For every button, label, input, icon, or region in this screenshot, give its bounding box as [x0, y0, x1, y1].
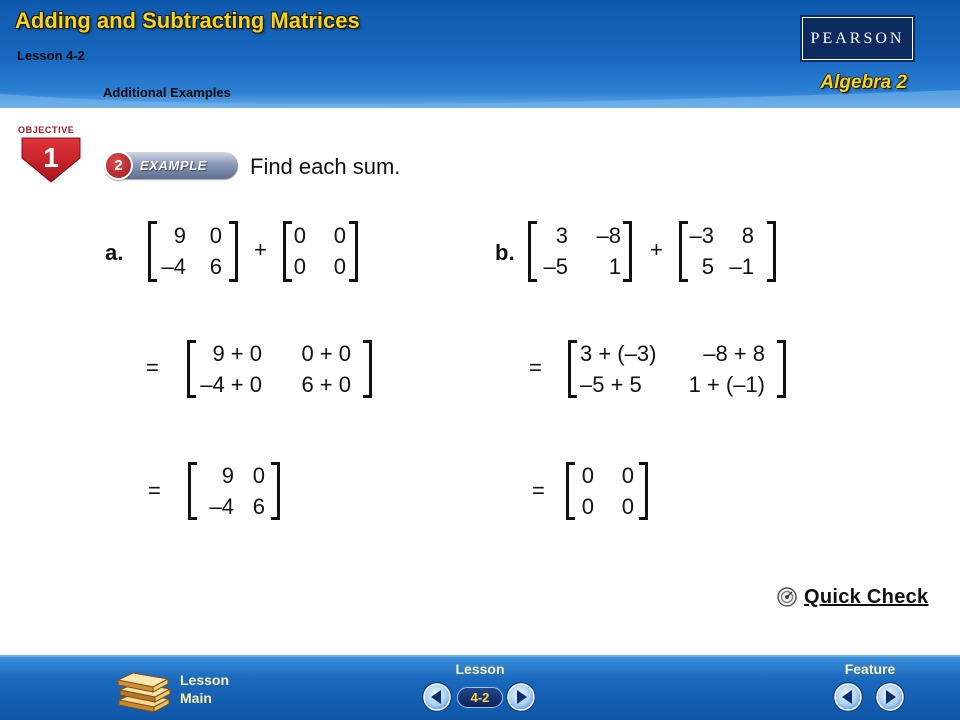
publisher-logo: PEARSON	[800, 15, 915, 62]
matrix-entry: 9	[173, 223, 186, 248]
matrix-entry: 0	[293, 223, 306, 248]
matrix-entry: –3	[689, 223, 714, 248]
quick-check-link[interactable]	[774, 584, 934, 610]
objective-badge-icon	[18, 136, 84, 184]
matrix-entry: –5	[543, 254, 568, 279]
lesson-title: Adding and Subtracting Matrices	[15, 8, 360, 33]
matrix-entry: 0	[581, 493, 594, 519]
lesson-number: Lesson 4-2	[17, 48, 85, 63]
example-number-badge: 2	[104, 151, 133, 180]
right-bracket	[777, 340, 786, 398]
left-arrow-icon	[421, 681, 453, 713]
right-bracket	[271, 462, 280, 520]
matrix-b-sum	[566, 462, 648, 520]
right-bracket	[767, 221, 776, 282]
lesson-main-label-line-2: Main	[180, 690, 212, 706]
objective-label: OBJECTIVE	[18, 125, 75, 135]
lesson-number-pill: 4-2	[457, 687, 503, 708]
left-bracket	[283, 221, 292, 282]
footer-lesson-label: Lesson	[455, 661, 505, 677]
matrix-entry: 0	[252, 462, 265, 488]
right-arrow-icon	[505, 681, 537, 713]
left-bracket	[528, 221, 537, 282]
matrix-entry: –1	[729, 254, 754, 279]
right-bracket	[623, 221, 632, 282]
matrix-entry: 1	[608, 254, 621, 279]
left-bracket	[566, 462, 575, 520]
matrix-entry: –4 + 0	[200, 371, 262, 397]
matrix-entry: 0	[621, 462, 634, 488]
feature-next-button[interactable]	[874, 681, 906, 713]
part-a-label: a.	[105, 240, 124, 265]
course-label: Algebra 2	[820, 72, 907, 93]
left-bracket	[187, 340, 196, 398]
matrix-a-addend-1	[148, 221, 238, 282]
quick-check-label[interactable]: Quick Check	[804, 586, 929, 608]
matrix-b-addend-2	[679, 221, 776, 282]
matrix-entry: 6	[209, 254, 222, 279]
right-bracket	[229, 221, 238, 282]
right-bracket	[639, 462, 648, 520]
lesson-previous-button[interactable]	[421, 681, 453, 713]
matrix-entry: 8	[741, 223, 754, 248]
matrix-entry: 9	[221, 462, 234, 488]
example-prompt: Find each sum.	[250, 154, 401, 179]
matrix-a-addend-2	[283, 221, 358, 282]
plus-sign: +	[254, 237, 267, 262]
right-bracket	[349, 221, 358, 282]
example-label: EXAMPLE	[140, 158, 208, 173]
matrix-entry: 1 + (–1)	[688, 371, 765, 397]
matrix-b-addend-1	[528, 221, 632, 282]
matrix-entry: 0	[621, 493, 634, 519]
equals-sign: =	[146, 355, 159, 380]
feature-previous-button[interactable]	[832, 681, 864, 713]
footer-feature-label: Feature	[844, 661, 896, 677]
matrix-a-sum-expanded	[187, 340, 372, 398]
matrix-entry: 0	[333, 254, 346, 279]
left-bracket	[188, 462, 197, 520]
objective-number: 1	[43, 142, 59, 173]
plus-sign: +	[650, 237, 663, 262]
stopwatch-icon	[776, 586, 798, 608]
left-bracket	[679, 221, 688, 282]
matrix-entry: 3	[555, 223, 568, 248]
left-bracket	[148, 221, 157, 282]
matrix-a-sum	[188, 462, 280, 520]
matrix-entry: 0	[333, 223, 346, 248]
right-bracket	[363, 340, 372, 398]
matrix-entry: –4	[209, 493, 234, 519]
right-arrow-icon	[874, 681, 906, 713]
lesson-main-button[interactable]	[116, 664, 246, 714]
lesson-main-label-line-1: Lesson	[180, 672, 230, 688]
matrix-entry: –8 + 8	[703, 340, 765, 366]
matrix-entry: 0	[209, 223, 222, 248]
part-b-label: b.	[495, 240, 515, 265]
matrix-entry: –8	[596, 223, 621, 248]
matrix-b-sum-expanded	[568, 340, 786, 398]
matrix-entry: 0	[293, 254, 306, 279]
equals-sign: =	[532, 478, 545, 503]
matrix-entry: 6 + 0	[301, 371, 351, 397]
equals-sign: =	[529, 355, 542, 380]
left-bracket	[568, 340, 577, 398]
matrix-entry: 0 + 0	[301, 340, 351, 366]
book-stack-icon	[116, 666, 172, 712]
matrix-entry: 3 + (–3)	[580, 340, 657, 366]
lesson-next-button[interactable]	[505, 681, 537, 713]
equals-sign: =	[148, 478, 161, 503]
matrix-entry: 5	[701, 254, 714, 279]
matrix-entry: 6	[252, 493, 265, 519]
matrix-entry: –4	[161, 254, 186, 279]
left-arrow-icon	[832, 681, 864, 713]
matrix-entry: 0	[581, 462, 594, 488]
matrix-entry: 9 + 0	[212, 340, 262, 366]
section-label: Additional Examples	[103, 85, 231, 100]
matrix-entry: –5 + 5	[580, 371, 642, 397]
